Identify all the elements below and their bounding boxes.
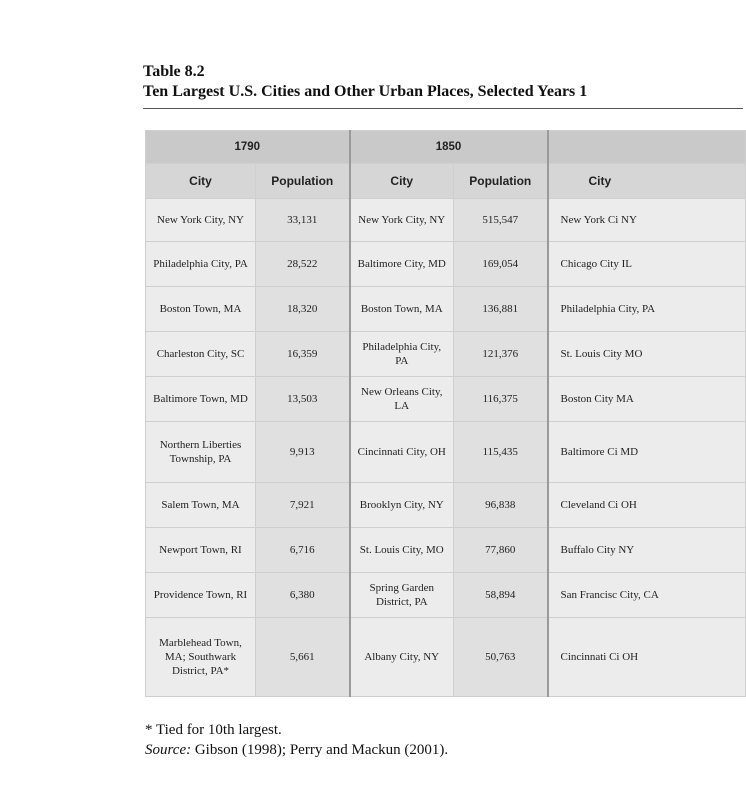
population-1790-cell: 16,359: [256, 332, 350, 377]
table-body: [146, 199, 746, 697]
city-1790-cell: Providence Town, RI: [146, 573, 256, 618]
col-header-city-third: City: [548, 164, 746, 199]
city-1790-cell: Salem Town, MA: [146, 483, 256, 528]
table-row: [146, 332, 746, 377]
city-1850-cell: Spring Garden District, PA: [350, 573, 454, 618]
city-1850-cell: Brooklyn City, NY: [350, 483, 454, 528]
city-1790-cell: Marblehead Town, MA; Southwark District, PA*: [146, 618, 256, 697]
source-label: Source:: [145, 742, 192, 758]
city-1790-cell: Charleston City, SC: [146, 332, 256, 377]
population-1850-cell: 169,054: [454, 242, 548, 287]
table-row: [146, 618, 746, 697]
table-row: [146, 287, 746, 332]
city-third-cell: St. Louis City MO: [548, 332, 746, 377]
col-header-city-1850: City: [350, 164, 454, 199]
population-1790-cell: 28,522: [256, 242, 350, 287]
population-1850-cell: 115,435: [454, 422, 548, 483]
city-1850-cell: Philadelphia City, PA: [350, 332, 454, 377]
population-1850-cell: 121,376: [454, 332, 548, 377]
year-header-1850: 1850: [350, 131, 548, 164]
population-1850-cell: 77,860: [454, 528, 548, 573]
population-1790-cell: 6,716: [256, 528, 350, 573]
city-1850-cell: Baltimore City, MD: [350, 242, 454, 287]
population-1790-cell: 13,503: [256, 377, 350, 422]
city-third-cell: Cleveland Ci OH: [548, 483, 746, 528]
table-label: Table 8.2: [143, 63, 205, 80]
city-1790-cell: Northern Liberties Township, PA: [146, 422, 256, 483]
city-1790-cell: Baltimore Town, MD: [146, 377, 256, 422]
column-header-row: [146, 164, 746, 199]
city-1850-cell: New Orleans City, LA: [350, 377, 454, 422]
city-third-cell: Cincinnati Ci OH: [548, 618, 746, 697]
population-1790-cell: 5,661: [256, 618, 350, 697]
population-1790-cell: 6,380: [256, 573, 350, 618]
table-row: [146, 573, 746, 618]
year-header-1790: 1790: [146, 131, 350, 164]
col-header-city-1790: City: [146, 164, 256, 199]
population-1790-cell: 9,913: [256, 422, 350, 483]
city-third-cell: San Francisc City, CA: [548, 573, 746, 618]
col-header-population-1850: Population: [454, 164, 548, 199]
city-third-cell: Philadelphia City, PA: [548, 287, 746, 332]
table-title: Ten Largest U.S. Cities and Other Urban Places, Selected Years 1: [143, 83, 588, 100]
city-1850-cell: New York City, NY: [350, 199, 454, 242]
population-1790-cell: 33,131: [256, 199, 350, 242]
population-1790-cell: 7,921: [256, 483, 350, 528]
city-third-cell: Chicago City IL: [548, 242, 746, 287]
city-third-cell: Baltimore Ci MD: [548, 422, 746, 483]
table-row: [146, 199, 746, 242]
footnote: * Tied for 10th largest.: [145, 722, 282, 738]
city-1850-cell: Cincinnati City, OH: [350, 422, 454, 483]
city-1790-cell: Newport Town, RI: [146, 528, 256, 573]
city-third-cell: Boston City MA: [548, 377, 746, 422]
city-1790-cell: New York City, NY: [146, 199, 256, 242]
population-1850-cell: 136,881: [454, 287, 548, 332]
year-header-row: [146, 131, 746, 164]
population-1850-cell: 515,547: [454, 199, 548, 242]
population-1790-cell: 18,320: [256, 287, 350, 332]
table-row: [146, 528, 746, 573]
cities-table: [145, 130, 746, 697]
city-third-cell: New York Ci NY: [548, 199, 746, 242]
population-1850-cell: 58,894: [454, 573, 548, 618]
population-1850-cell: 116,375: [454, 377, 548, 422]
source-line: [145, 740, 448, 760]
source-text: Gibson (1998); Perry and Mackun (2001).: [191, 742, 449, 758]
year-header-third: [548, 131, 746, 164]
city-1850-cell: Albany City, NY: [350, 618, 454, 697]
population-1850-cell: 96,838: [454, 483, 548, 528]
cities-table-wrapper: [145, 130, 745, 697]
table-row: [146, 377, 746, 422]
city-1790-cell: Boston Town, MA: [146, 287, 256, 332]
col-header-population-1790: Population: [256, 164, 350, 199]
population-1850-cell: 50,763: [454, 618, 548, 697]
city-1850-cell: Boston Town, MA: [350, 287, 454, 332]
city-third-cell: Buffalo City NY: [548, 528, 746, 573]
title-rule: [143, 108, 743, 109]
table-caption: [143, 62, 743, 102]
city-1790-cell: Philadelphia City, PA: [146, 242, 256, 287]
table-row: [146, 242, 746, 287]
table-row: [146, 422, 746, 483]
table-row: [146, 483, 746, 528]
city-1850-cell: St. Louis City, MO: [350, 528, 454, 573]
